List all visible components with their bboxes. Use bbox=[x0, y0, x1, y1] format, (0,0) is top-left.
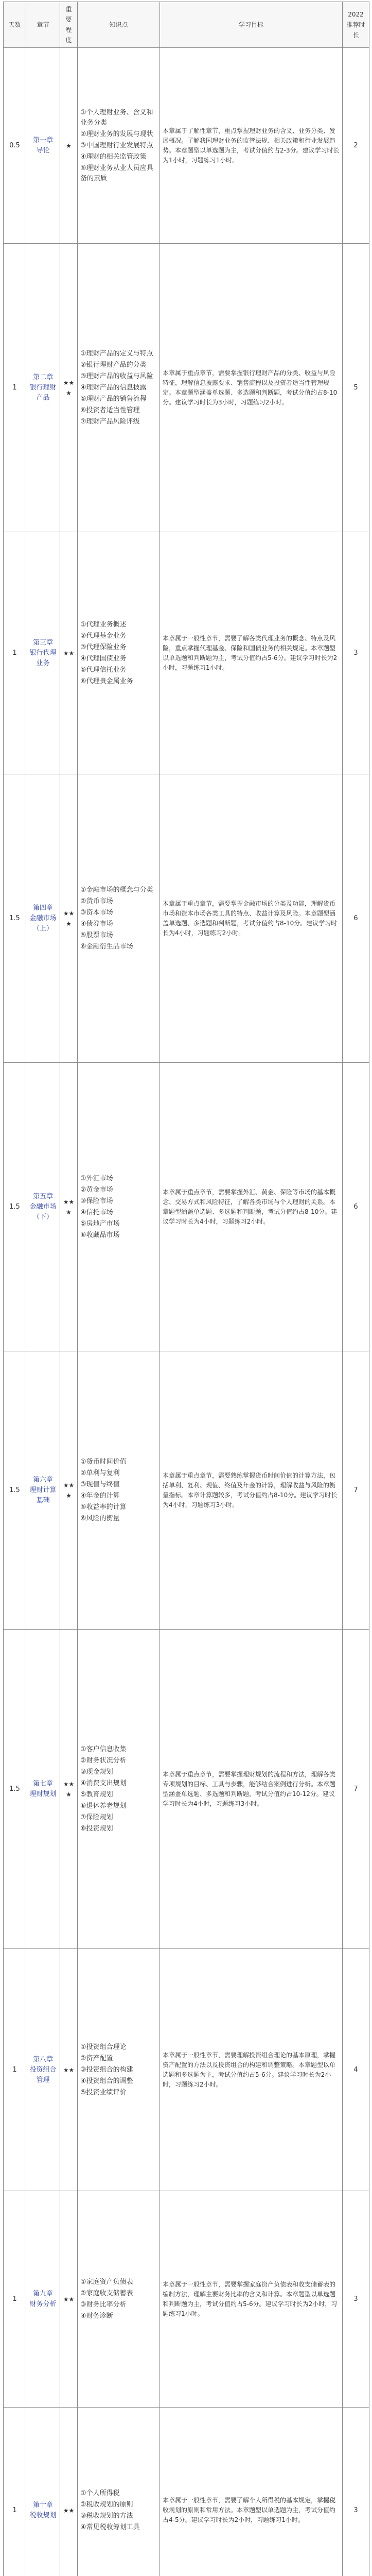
knowledge-point: ③代理保险业务 bbox=[80, 643, 127, 651]
chapter-cell: 第五章 金融市场（下） bbox=[26, 1063, 60, 1351]
knowledge-point: ⑤理财业务从业人员应具备的素质 bbox=[80, 164, 153, 182]
importance-stars: ★★ bbox=[60, 2408, 78, 2576]
days-cell: 1 bbox=[4, 2408, 26, 2576]
hours-cell: 2 bbox=[343, 48, 369, 244]
header-knowledge: 知识点 bbox=[78, 2, 160, 48]
header-plan: 学习目标 bbox=[160, 2, 343, 48]
knowledge-points-cell bbox=[78, 1063, 160, 1351]
knowledge-point: ①家庭资产负债表 bbox=[80, 2278, 133, 2286]
hours-cell: 7 bbox=[343, 1630, 369, 1949]
knowledge-points-cell bbox=[78, 2408, 160, 2576]
watermark bbox=[0, 2213, 1, 2238]
knowledge-point: ⑤投资业绩评价 bbox=[80, 2088, 127, 2096]
knowledge-point: ③现金规划 bbox=[80, 1768, 113, 1776]
knowledge-point: ①个人所得税 bbox=[80, 2489, 120, 2497]
table-row bbox=[4, 774, 369, 1063]
chapter-cell: 第十章 税收规划 bbox=[26, 2408, 60, 2576]
table-row bbox=[4, 1063, 369, 1351]
knowledge-point: ⑥退休养老规划 bbox=[80, 1802, 127, 1810]
knowledge-point: ③投资组合的构建 bbox=[80, 2065, 133, 2074]
knowledge-point: ①外汇市场 bbox=[80, 1174, 113, 1182]
knowledge-point: ①客户信息收集 bbox=[80, 1745, 127, 1753]
knowledge-point: ⑤房地产市场 bbox=[80, 1219, 120, 1228]
table-row bbox=[4, 244, 369, 532]
days-cell: 1.5 bbox=[4, 1351, 26, 1630]
knowledge-points-cell bbox=[78, 1630, 160, 1949]
knowledge-point: ⑥代理贵金属业务 bbox=[80, 677, 133, 685]
importance-stars: ★ bbox=[60, 48, 78, 244]
study-plan-cell: 本章属于重点章节，需要掌握理财规划的流程和方法，理解各类专项规划的目标、工具与步骤，能够结合案例进行分析。本章题型涵盖单选题、多选题和判断题，考试分值约占10-12分。建议学习时长为4小时，习题练习3小时。 bbox=[160, 1630, 343, 1949]
knowledge-point: ③中国理财行业发展特点 bbox=[80, 141, 153, 149]
table-row bbox=[4, 2408, 369, 2576]
knowledge-point: ⑧投资规划 bbox=[80, 1824, 113, 1833]
knowledge-point: ②资产配置 bbox=[80, 2054, 113, 2062]
table-row bbox=[4, 1949, 369, 2191]
watermark bbox=[0, 1182, 1, 1208]
knowledge-point: ②单利与复利 bbox=[80, 1469, 120, 1477]
importance-stars: ★★ bbox=[60, 2191, 78, 2408]
hours-cell: 7 bbox=[343, 1351, 369, 1630]
knowledge-point: ③理财产品的收益与风险 bbox=[80, 372, 153, 380]
knowledge-point: ④财务诊断 bbox=[80, 2312, 113, 2320]
study-plan-cell: 本章属于一般性章节，需要理解投资组合理论的基本原理，掌握资产配置的方法以及投资组合的构建和调整策略。本章题型以单选题和多选题为主，考试分值约占5-6分。建议学习时长为2小时，习题练习2小时。 bbox=[160, 1949, 343, 2191]
knowledge-point: ⑤理财产品的销售流程 bbox=[80, 395, 147, 403]
table-row bbox=[4, 2191, 369, 2408]
knowledge-point: ⑥风险的衡量 bbox=[80, 1514, 120, 1522]
knowledge-point: ①投资组合理论 bbox=[80, 2043, 127, 2051]
watermark bbox=[0, 667, 1, 692]
chapter-cell: 第四章 金融市场（上） bbox=[26, 774, 60, 1063]
knowledge-point: ①个人理财业务、含义和业务分类 bbox=[80, 108, 153, 127]
hours-cell: 3 bbox=[343, 2191, 369, 2408]
knowledge-point: ②黄金市场 bbox=[80, 1185, 113, 1194]
table-row bbox=[4, 532, 369, 774]
knowledge-point: ②家庭收支储蓄表 bbox=[80, 2289, 133, 2297]
days-cell: 1.5 bbox=[4, 1063, 26, 1351]
study-plan-table bbox=[3, 2, 369, 2576]
knowledge-point: ④年金的计算 bbox=[80, 1492, 120, 1500]
knowledge-point: ④信托市场 bbox=[80, 1208, 113, 1216]
chapter-cell: 第一章 导论 bbox=[26, 48, 60, 244]
knowledge-point: ②理财业务的发展与现状 bbox=[80, 130, 153, 138]
importance-stars: ★★★ bbox=[60, 1630, 78, 1949]
knowledge-points-cell bbox=[78, 1949, 160, 2191]
importance-stars: ★★ bbox=[60, 1949, 78, 2191]
knowledge-point: ⑦保险规划 bbox=[80, 1813, 113, 1821]
table-header-row bbox=[4, 2, 369, 48]
knowledge-point: ⑤股票市场 bbox=[80, 931, 113, 939]
table-row bbox=[4, 48, 369, 244]
days-cell: 1 bbox=[4, 244, 26, 532]
chapter-cell: 第九章 财务分析 bbox=[26, 2191, 60, 2408]
days-cell: 1 bbox=[4, 2191, 26, 2408]
knowledge-point: ⑤教育规划 bbox=[80, 1790, 113, 1799]
watermark bbox=[0, 1698, 1, 1723]
knowledge-point: ①货币时间价值 bbox=[80, 1458, 127, 1466]
study-plan-cell: 本章属于重点章节，需要熟练掌握货币时间价值的计算方法，包括单利、复利、现值、终值及年金的计算，理解收益与风险的衡量指标。本章计算题较多，考试分值约占8-10分。建议学习时长为4小时，习题练习3小时。 bbox=[160, 1351, 343, 1630]
importance-stars: ★★★ bbox=[60, 244, 78, 532]
knowledge-point: ①代理业务概述 bbox=[80, 620, 127, 629]
study-plan-cell: 本章属于一般性章节，需要了解各类代理业务的概念、特点及风险，重点掌握代理基金、保险和国债业务的相关规定。本章题型以单选题和判断题为主，考试分值约占5-6分。建议学习时长为2小时，习题练习1小时。 bbox=[160, 532, 343, 774]
knowledge-point: ③税收规划的方法 bbox=[80, 2512, 133, 2520]
knowledge-point: ②货币市场 bbox=[80, 897, 113, 905]
study-plan-cell: 本章属于一般性章节，需要了解个人所得税的基本规定，掌握税收规划的原则和常用方法。本章题型以单选题为主，考试分值约占4-5分。建议学习时长为2小时，习题练习1小时。 bbox=[160, 2408, 343, 2576]
chapter-cell: 第三章 银行代理业务 bbox=[26, 532, 60, 774]
hours-cell: 6 bbox=[343, 774, 369, 1063]
knowledge-points-cell bbox=[78, 244, 160, 532]
knowledge-point: ②财务状况分析 bbox=[80, 1756, 127, 1765]
study-plan-cell: 本章属于重点章节，需要掌握金融市场的分类及功能，理解货币市场和资本市场各类工具的特点、收益计算及风险。本章题型涵盖单选题、多选题和判断题，考试分值约占8-10分。建议学习时长为4小时，习题练习2小时。 bbox=[160, 774, 343, 1063]
knowledge-point: ①理财产品的定义与特点 bbox=[80, 349, 153, 358]
hours-cell: 6 bbox=[343, 1063, 369, 1351]
knowledge-point: ④债券市场 bbox=[80, 920, 113, 928]
knowledge-point: ③财务比率分析 bbox=[80, 2300, 127, 2309]
knowledge-point: ①金融市场的概念与分类 bbox=[80, 886, 153, 894]
header-days: 天数 bbox=[4, 2, 26, 48]
knowledge-point: ③保险市场 bbox=[80, 1197, 113, 1205]
knowledge-point: ⑦理财产品风险评级 bbox=[80, 417, 140, 426]
days-cell: 1 bbox=[4, 532, 26, 774]
days-cell: 0.5 bbox=[4, 48, 26, 244]
importance-stars: ★★★ bbox=[60, 1063, 78, 1351]
knowledge-point: ②代理基金业务 bbox=[80, 632, 127, 640]
importance-stars: ★★ bbox=[60, 532, 78, 774]
knowledge-points-cell bbox=[78, 2191, 160, 2408]
knowledge-point: ④理财产品的信息披露 bbox=[80, 383, 147, 392]
header-hours: 2022推荐时长 bbox=[343, 2, 369, 48]
knowledge-point: ⑥金融衍生品市场 bbox=[80, 942, 133, 951]
knowledge-points-cell bbox=[78, 532, 160, 774]
knowledge-point: ⑥投资者适当性管理 bbox=[80, 406, 140, 414]
days-cell: 1.5 bbox=[4, 1630, 26, 1949]
study-plan-cell: 本章属于重点章节，需要掌握银行理财产品的分类、收益与风险特征，理解信息披露要求、销售流程以及投资者适当性管理规定。本章题型涵盖单选题、多选题和判断题，考试分值约占8-10分。建议学习时长为3小时，习题练习2小时。 bbox=[160, 244, 343, 532]
hours-cell: 4 bbox=[343, 1949, 369, 2191]
study-plan-cell: 本章属于了解性章节，重点掌握理财业务的含义、业务分类、发展概况。了解我国理财业务的监管法规、相关政策和行业发展趋势。本章题型以单选题为主，考试分值约占2-3分。建议学习时长为1小时，习题练习1小时。 bbox=[160, 48, 343, 244]
table-row bbox=[4, 1351, 369, 1630]
knowledge-points-cell bbox=[78, 774, 160, 1063]
knowledge-points-cell bbox=[78, 1351, 160, 1630]
knowledge-point: ②银行理财产品的分类 bbox=[80, 361, 147, 369]
header-chapter: 章节 bbox=[26, 2, 60, 48]
knowledge-point: ③现值与终值 bbox=[80, 1480, 120, 1488]
knowledge-point: ⑥收藏品市场 bbox=[80, 1231, 120, 1239]
chapter-cell: 第六章 理财计算基础 bbox=[26, 1351, 60, 1630]
importance-stars: ★★★ bbox=[60, 774, 78, 1063]
knowledge-point: ⑤收益率的计算 bbox=[80, 1503, 127, 1511]
study-plan-cell: 本章属于重点章节，需要掌握外汇、黄金、保险等市场的基本概念、交易方式和风险特征，了解各类市场与个人理财的关系。本章题型涵盖单选题、多选题和判断题，考试分值约占8-10分。建议学习时长为4小时，习题练习2小时。 bbox=[160, 1063, 343, 1351]
study-plan-cell: 本章属于一般性章节，需要掌握家庭资产负债表和收支储蓄表的编制方法，理解主要财务比率的含义和计算。本章题型以单选题和判断题为主，考试分值约占5-6分。建议学习时长为2小时，习题练习1小时。 bbox=[160, 2191, 343, 2408]
knowledge-point: ④投资组合的调整 bbox=[80, 2077, 133, 2085]
importance-stars: ★★★ bbox=[60, 1351, 78, 1630]
knowledge-point: ④消费支出规划 bbox=[80, 1779, 127, 1787]
knowledge-point: ②税收规划的原则 bbox=[80, 2500, 133, 2509]
watermark bbox=[0, 152, 1, 177]
hours-cell: 5 bbox=[343, 244, 369, 532]
chapter-cell: 第八章 投资组合管理 bbox=[26, 1949, 60, 2191]
knowledge-points-cell bbox=[78, 48, 160, 244]
days-cell: 1 bbox=[4, 1949, 26, 2191]
knowledge-point: ④代理国债业务 bbox=[80, 654, 127, 663]
header-importance: 重要程度 bbox=[60, 2, 78, 48]
hours-cell: 3 bbox=[343, 2408, 369, 2576]
table-row bbox=[4, 1630, 369, 1949]
knowledge-point: ④常见税收筹划工具 bbox=[80, 2523, 140, 2531]
knowledge-point: ④理财的相关监管政策 bbox=[80, 152, 147, 161]
hours-cell: 3 bbox=[343, 532, 369, 774]
chapter-cell: 第二章 银行理财产品 bbox=[26, 244, 60, 532]
chapter-cell: 第七章 理财规划 bbox=[26, 1630, 60, 1949]
days-cell: 1.5 bbox=[4, 774, 26, 1063]
knowledge-point: ⑤代理信托业务 bbox=[80, 666, 127, 674]
knowledge-point: ③资本市场 bbox=[80, 908, 113, 917]
